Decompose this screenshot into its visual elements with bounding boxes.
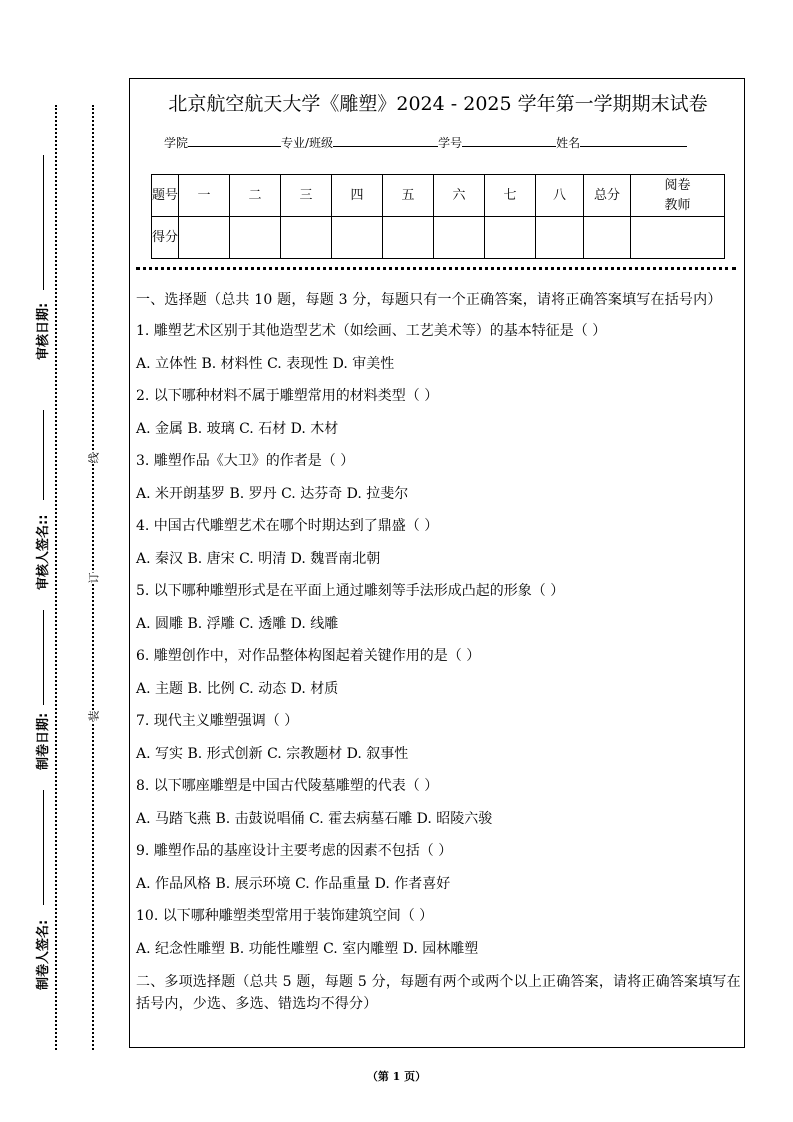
- question-stem: 6. 雕塑创作中，对作品整体构图起着关键作用的是（ ）: [136, 648, 481, 664]
- col-header: 八: [536, 175, 584, 217]
- question-stem: 3. 雕塑作品《大卫》的作者是（ ）: [136, 453, 355, 469]
- section1-heading: 一、选择题（总共 10 题，每题 3 分，每题只有一个正确答案，请将正确答案填写在括号内）: [136, 292, 722, 308]
- col-header: 五: [383, 175, 434, 217]
- question-options: A. 马踏飞燕 B. 击鼓说唱俑 C. 霍去病墓石雕 D. 昭陵六骏: [136, 811, 493, 827]
- college-field[interactable]: [188, 134, 281, 147]
- row-label-score: 得分: [152, 217, 179, 259]
- binding-char-bind: 装: [87, 710, 101, 722]
- reviewer-sign-label: 审核人签名::: [36, 514, 51, 590]
- name-field[interactable]: [580, 134, 687, 147]
- question-options: A. 米开朗基罗 B. 罗丹 C. 达芬奇 D. 拉斐尔: [136, 486, 409, 502]
- score-table: [151, 174, 725, 259]
- question-stem: 2. 以下哪种材料不属于雕塑常用的材料类型（ ）: [136, 388, 439, 404]
- page-footer: （第 1 页）: [366, 1070, 427, 1083]
- binding-dotted-line-outer: [55, 105, 57, 1050]
- row-label-question: 题号: [152, 175, 179, 217]
- signature-line-reviewer-date: [43, 155, 44, 290]
- question-options: A. 作品风格 B. 展示环境 C. 作品重量 D. 作者喜好: [136, 876, 451, 892]
- exam-title: 北京航空航天大学《雕塑》2024 - 2025 学年第一学期期末试卷: [168, 93, 708, 115]
- question-stem: 1. 雕塑艺术区别于其他造型艺术（如绘画、工艺美术等）的基本特征是（ ）: [136, 323, 607, 339]
- section2-heading: 二、多项选择题（总共 5 题，每题 5 分，每题有两个或两个以上正确答案，请将正确答案填写在括号内，少选、多选、错选均不得分）: [136, 974, 741, 1012]
- question-stem: 5. 以下哪种雕塑形式是在平面上通过雕刻等手法形成凸起的形象（ ）: [136, 583, 565, 599]
- score-cell[interactable]: [584, 217, 631, 259]
- question-options: A. 圆雕 B. 浮雕 C. 透雕 D. 线雕: [136, 616, 339, 632]
- binding-char-line: 线: [87, 452, 101, 464]
- question-stem: 10. 以下哪种雕塑类型常用于装饰建筑空间（ ）: [136, 908, 434, 924]
- score-cell[interactable]: [536, 217, 584, 259]
- maker-sign-label: 制卷人签名:: [36, 919, 51, 990]
- dotted-separator: [136, 267, 736, 270]
- binding-char-staple: 订: [87, 572, 101, 584]
- score-cell[interactable]: [383, 217, 434, 259]
- college-label: 学院: [164, 136, 189, 150]
- question-options: A. 立体性 B. 材料性 C. 表现性 D. 审美性: [136, 356, 395, 372]
- exam-paper-frame: [129, 78, 745, 1048]
- maker-date-label: 制卷日期:: [36, 712, 51, 770]
- signature-line-maker-date: [43, 610, 44, 705]
- score-cell[interactable]: [230, 217, 281, 259]
- question-options: A. 主题 B. 比例 C. 动态 D. 材质: [136, 681, 339, 697]
- question-stem: 8. 以下哪座雕塑是中国古代陵墓雕塑的代表（ ）: [136, 778, 439, 794]
- score-cell[interactable]: [631, 217, 725, 259]
- score-cell[interactable]: [281, 217, 332, 259]
- reviewer-date-label: 审核日期:: [36, 302, 51, 360]
- id-label: 学号: [438, 136, 463, 150]
- question-options: A. 秦汉 B. 唐宋 C. 明清 D. 魏晋南北朝: [136, 551, 381, 567]
- score-cell[interactable]: [485, 217, 536, 259]
- col-header: 三: [281, 175, 332, 217]
- question-stem: 4. 中国古代雕塑艺术在哪个时期达到了鼎盛（ ）: [136, 518, 439, 534]
- score-cell[interactable]: [179, 217, 230, 259]
- exam-body: [136, 289, 742, 1015]
- question-options: A. 纪念性雕塑 B. 功能性雕塑 C. 室内雕塑 D. 园林雕塑: [136, 941, 479, 957]
- question-stem: 9. 雕塑作品的基座设计主要考虑的因素不包括（ ）: [136, 843, 453, 859]
- question-options: A. 写实 B. 形式创新 C. 宗教题材 D. 叙事性: [136, 746, 409, 762]
- question-list: [136, 321, 742, 959]
- id-field[interactable]: [462, 134, 556, 147]
- name-label: 姓名: [556, 136, 581, 150]
- col-header: 阅卷教师: [631, 175, 725, 217]
- signature-line-maker-sign: [43, 790, 44, 905]
- student-info-row: [164, 134, 687, 151]
- col-header: 总分: [584, 175, 631, 217]
- score-cell[interactable]: [332, 217, 383, 259]
- col-header: 一: [179, 175, 230, 217]
- col-header: 二: [230, 175, 281, 217]
- col-header: 四: [332, 175, 383, 217]
- score-cell[interactable]: [434, 217, 485, 259]
- question-stem: 7. 现代主义雕塑强调（ ）: [136, 713, 299, 729]
- major-label: 专业/班级: [281, 136, 334, 150]
- col-header: 七: [485, 175, 536, 217]
- signature-line-reviewer-sign: [43, 410, 44, 500]
- major-field[interactable]: [333, 134, 438, 147]
- question-options: A. 金属 B. 玻璃 C. 石材 D. 木材: [136, 421, 339, 437]
- col-header: 六: [434, 175, 485, 217]
